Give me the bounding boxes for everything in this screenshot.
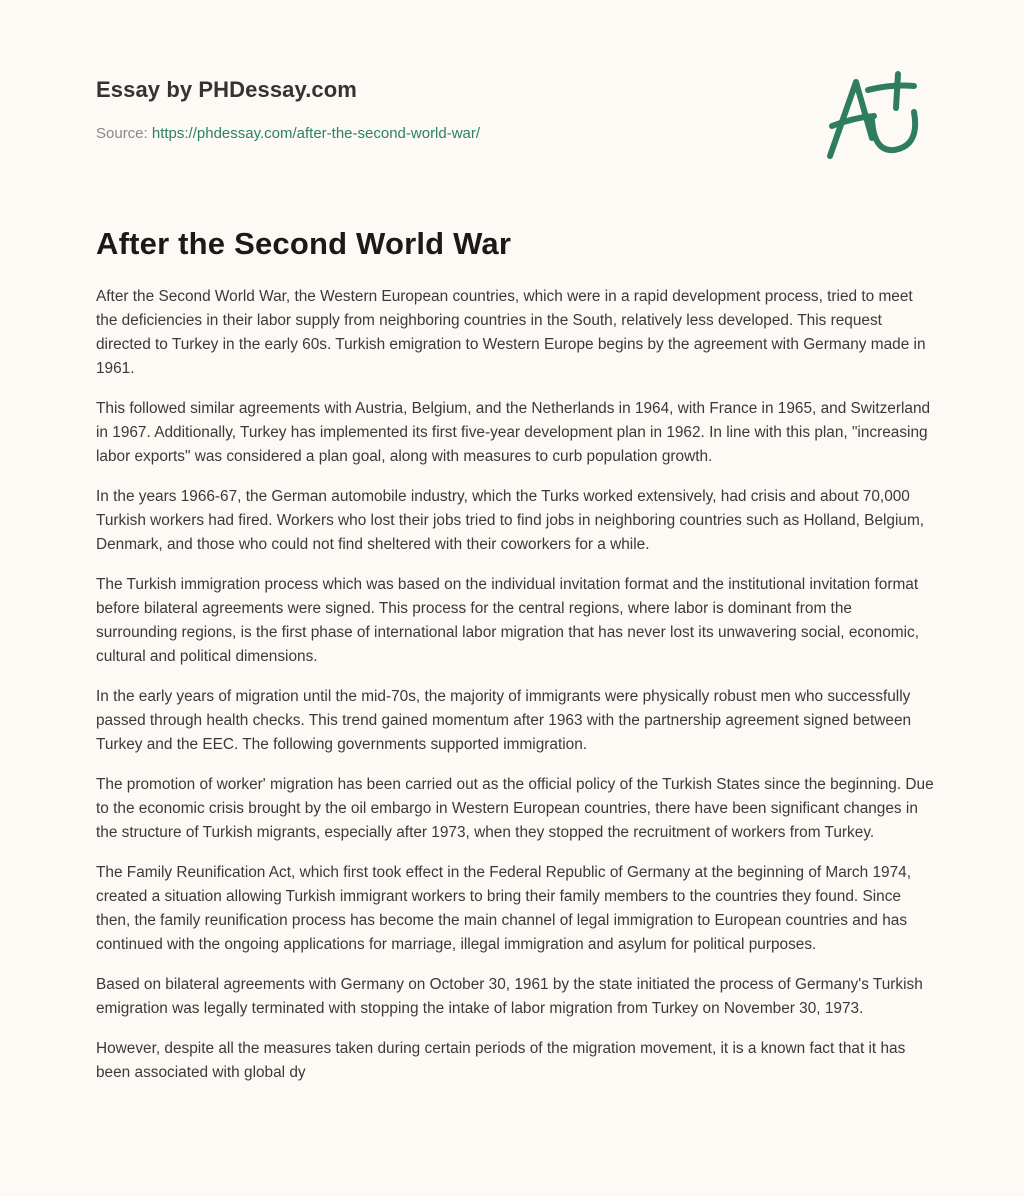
site-title: Essay by PHDessay.com xyxy=(96,77,357,102)
essay-paragraph: After the Second World War, the Western European countries, which were in a rapid development process, tried to meet the deficiencies in their labor supply from neighboring countries in the South, relatively less developed. This request directed to Turkey in the early 60s. Turkish emigration to Western Europe begins by the agreement with Germany made in 1961. xyxy=(96,288,926,377)
essay-paragraph: In the years 1966-67, the German automobile industry, which the Turks worked extensively, had crisis and about 70,000 Turkish workers had fired. Workers who lost their jobs tried to find jobs in neighboring countries such as Holland, Belgium, Denmark, and those who could not find sheltered with their coworkers for a while. xyxy=(96,488,925,553)
essay-paragraph: The Turkish immigration process which was based on the individual invitation format and the institutional invitation format before bilateral agreements were signed. This process for the central regions, where labor is dominant from the surrounding regions, is the first phase of international labor migration that has never lost its unwavering social, economic, cultural and political dimensions. xyxy=(96,576,919,665)
source-line xyxy=(96,124,796,144)
a-plus-grade-icon xyxy=(822,68,932,168)
essay-title: After the Second World War xyxy=(96,226,512,261)
essay-paragraph: This followed similar agreements with Austria, Belgium, and the Netherlands in 1964, with France in 1965, and Switzerland in 1967. Additionally, Turkey has implemented its first five-year development plan in 1962. In line with this plan, "increasing labor exports" was considered a plan goal, along with measures to curb population growth. xyxy=(96,400,931,465)
essay-paragraph: In the early years of migration until the mid-70s, the majority of immigrants were physically robust men who successfully passed through health checks. This trend gained momentum after 1963 with the partnership agreement signed between Turkey and the EEC. The following governments supported immigration. xyxy=(96,688,912,753)
essay-body xyxy=(96,285,936,1101)
essay-paragraph: The Family Reunification Act, which first took effect in the Federal Republic of Germany at the beginning of March 1974, created a situation allowing Turkish immigrant workers to bring their family members to the countries they found. Since then, the family reunification process has become the main channel of legal immigration to European countries and has continued with the ongoing applications for marriage, illegal immigration and asylum for political purposes. xyxy=(96,864,911,953)
essay-paragraph: Based on bilateral agreements with Germany on October 30, 1961 by the state initiated the process of Germany's Turkish emigration was legally terminated with stopping the intake of labor migration from Turkey on November 30, 1973. xyxy=(96,976,923,1017)
essay-paragraph: However, despite all the measures taken during certain periods of the migration movement, it is a known fact that it has been associated with global dy xyxy=(96,1040,906,1081)
essay-header xyxy=(96,76,796,144)
essay-paragraph: The promotion of worker' migration has been carried out as the official policy of the Turkish States since the beginning. Due to the economic crisis brought by the oil embargo in Western European countries, there have been significant changes in the structure of Turkish migrants, especially after 1973, when they stopped the recruitment of workers from Turkey. xyxy=(96,776,934,841)
source-link[interactable]: https://phdessay.com/after-the-second-world-war/ xyxy=(151,125,481,142)
source-label: Source: xyxy=(96,125,152,142)
